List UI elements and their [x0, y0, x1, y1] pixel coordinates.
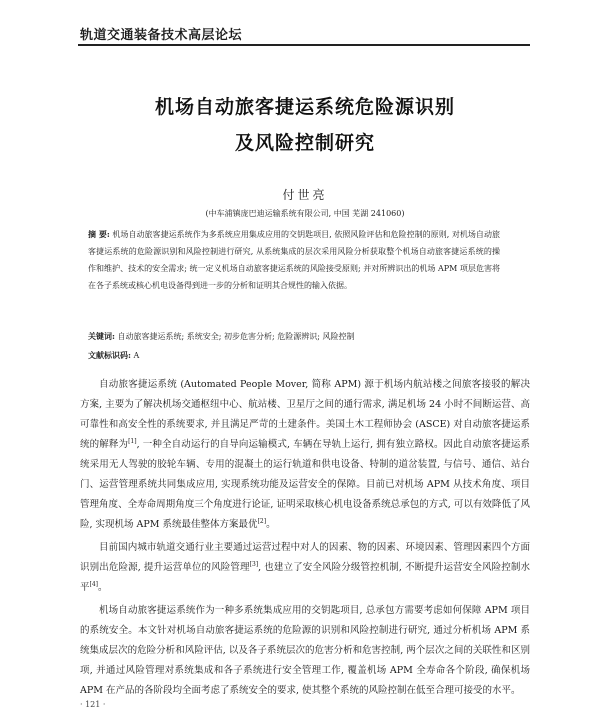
body-text: 。	[98, 582, 108, 593]
body-text: , 一种全自动运行的自导向运输模式, 车辆在导轨上运行, 拥有独立路权。因此自动旅客捷运系统采用无人驾驶的胶轮车辆、专用的混凝土的运行轨道和供电设备、特制的道岔装置, 与信号、通信、站台门、运营管理系统共同集成应用, 实现系统功能及运营安全的保障。目前已对机场 APM 从技术角度、项目管理角度、全寿命周期角度三个角度进行论证, 证明采取核心机电设备系统总承包的方式, 可以有效降低了风险, 实现机场 APM 系统最佳整体方案最优	[80, 439, 530, 530]
classification-code: A	[133, 351, 140, 360]
header-rule	[78, 44, 530, 46]
article-title-line-1: 机场自动旅客捷运系统危险源识别	[154, 96, 455, 118]
article-title-line-2: 及风险控制研究	[234, 132, 375, 154]
citation-ref: [2]	[257, 517, 267, 525]
article-body	[80, 375, 530, 701]
keywords-text: 自动旅客捷运系统; 系统安全; 初步危害分析; 危险源辨识; 风险控制	[117, 332, 355, 341]
keywords-label: 关键词:	[88, 331, 115, 341]
citation-ref: [4]	[89, 580, 99, 588]
body-text: 自动旅客捷运系统 (Automated People Mover, 简称 APM) 源于机场内航站楼之间旅客接驳的解决方案, 主要为了解决机场交通枢纽中心、航站楼、卫星厅之间的通行需求, 满足机场 24 小时不间断运营、高可靠性和高安全性的系统要求, 并且满足严苛的土建条件。美国土木工程师协会 (ASCE) 对自动旅客捷运系统的解释为	[80, 379, 530, 450]
body-text: 。	[266, 519, 276, 530]
running-header: 轨道交通装备技术高层论坛	[80, 28, 243, 43]
abstract-text: 机场自动旅客捷运系统作为多系统应用集成应用的交钥匙项目, 依照风险评估和危险控制的原则, 对机场自动旅客捷运系统的危险源识别和风险控制进行研究, 从系统集成的层次采用风险分析获取整个机场自动旅客捷运系统的操作和维护、技术的安全需求; 统一定义机场自动旅客捷运系统的风险接受原则; 并对所辨识出的机场 APM 项层危害将在各子系统或核心机电设备得到进一步的分析和证明其合规性的输入依据。	[88, 230, 500, 290]
body-text: 目前国内城市轨道交通行业主要通过运营过程中对人的因素、物的因素、环境因素、管理因素四个方面识别出危险源, 提升运营单位的风险管理	[80, 542, 530, 573]
author-affiliation: (中车浦镇庞巴迪运输系统有限公司, 中国 芜湖 241060)	[205, 209, 405, 218]
body-paragraph-3: 机场自动旅客捷运系统作为一种多系统集成应用的交钥匙项目, 总承包方需要考虑如何保障 APM 项目的系统安全。本文针对机场自动旅客捷运系统的危险源的识别和风险控制进行研究, 通过分析机场 APM 系统集成层次的危险分析和风险评估, 以及各子系统层次的危害分析和危害控制, 两个层次之间的关联性和区别项, 并通过风险管理对系统集成和各子系统进行安全管理工作, 覆盖机场 APM 全寿命各个阶段, 确保机场 APM 在产品的各阶段均全面考虑了系统安全的要求, 使其整个系统的风险控制在低至合理可接受的水平。	[80, 605, 530, 696]
keywords	[88, 331, 500, 342]
page-number: · 121 ·	[80, 700, 106, 709]
document-classification	[88, 350, 500, 361]
body-text: , 也建立了安全风险分级管控机制, 不断提升运营安全风险控制水平	[80, 562, 530, 593]
citation-ref: [3]	[249, 560, 259, 568]
abstract	[88, 226, 500, 294]
abstract-paragraph	[88, 226, 500, 294]
citation-ref: [1]	[128, 437, 137, 445]
body-paragraph-1	[80, 375, 530, 535]
author-name: 付世亮	[282, 188, 328, 202]
classification-label: 文献标识码:	[88, 350, 131, 360]
body-paragraph-2	[80, 538, 530, 598]
abstract-label: 摘 要:	[88, 229, 110, 239]
